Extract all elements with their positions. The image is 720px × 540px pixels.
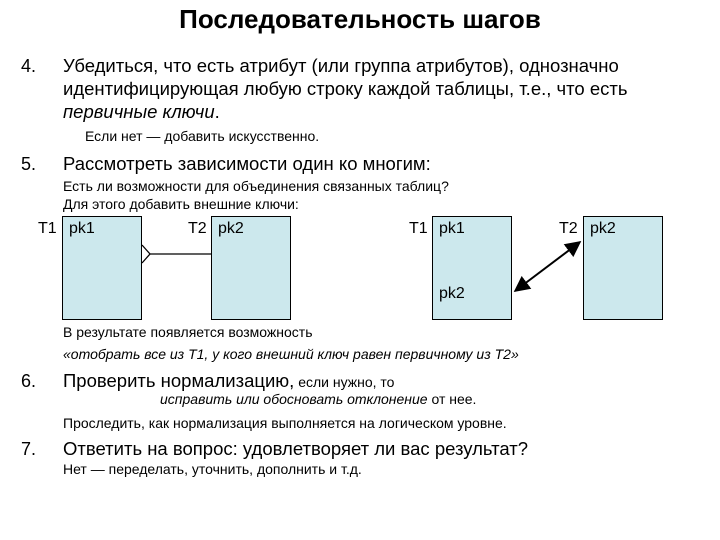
foreign-key-arrow — [515, 242, 580, 291]
step-6-text: Проверить нормализацию, — [63, 370, 295, 391]
table-t1-left-label: T1 — [38, 220, 57, 237]
table-t1-left-key: pk1 — [69, 220, 95, 237]
table-t2-right-label: T2 — [559, 220, 578, 237]
step-5-number: 5. — [21, 154, 37, 174]
step-4-note: Если нет — добавить искусственно. — [85, 128, 320, 144]
page-title: Последовательность шагов — [179, 4, 541, 34]
table-t2-left-label: T2 — [188, 220, 207, 237]
step-7-number: 7. — [21, 439, 37, 459]
step-7-note: Нет — переделать, уточнить, дополнить и т.д. — [63, 461, 362, 477]
step-5-note-1: Есть ли возможности для объединения связанных таблиц? — [63, 178, 449, 194]
table-t2-left-key: pk2 — [218, 220, 244, 237]
step-6-text-small: если нужно, то — [294, 374, 395, 390]
step-5-note-2: Для этого добавить внешние ключи: — [63, 196, 299, 212]
step-4-number: 4. — [21, 56, 37, 76]
result-line-1: В результате появляется возможность — [63, 324, 313, 340]
step-6-line-1 — [63, 369, 394, 392]
step-4-primary-keys: первичные ключи — [63, 101, 215, 122]
step-4-line-2: идентифицирующая любую строку каждой таблицы, т.е., что есть — [63, 78, 628, 99]
step-4-period: . — [214, 101, 220, 122]
step-6-fix-or-justify: исправить или обосновать отклонение — [160, 391, 428, 407]
table-t1-right-key: pk1 — [439, 220, 465, 237]
table-t1-right-label: T1 — [409, 220, 428, 237]
table-t1-right-foreign-key: pk2 — [439, 285, 465, 302]
step-7-text: Ответить на вопрос: удовлетворяет ли вас результат? — [63, 438, 529, 459]
step-6-line-2-end: от нее. — [427, 391, 477, 407]
step-6-number: 6. — [21, 371, 37, 391]
table-t2-right-key: pk2 — [590, 220, 616, 237]
step-6-note: Проследить, как нормализация выполняется на логическом уровне. — [63, 415, 507, 431]
one-to-many-connector — [142, 245, 211, 263]
result-line-2: «отобрать все из Т1, у кого внешний ключ равен первичному из Т2» — [63, 346, 519, 362]
step-6-line-2 — [160, 391, 476, 407]
step-4-line-1: Убедиться, что есть атрибут (или группа атрибутов), однозначно — [63, 55, 619, 76]
step-5-text: Рассмотреть зависимости один ко многим: — [63, 153, 431, 174]
